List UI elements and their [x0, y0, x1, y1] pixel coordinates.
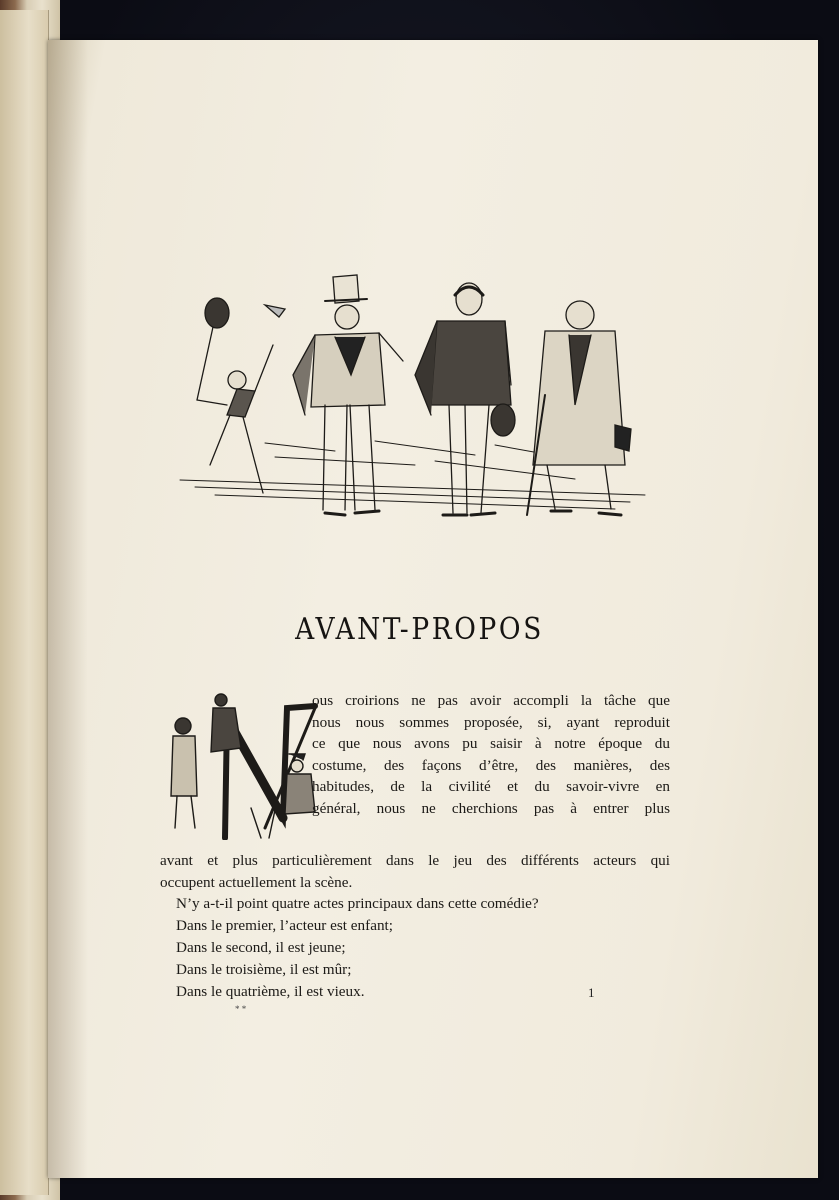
text-line: général, nous ne cherchions pas à entrer plus: [312, 799, 670, 817]
page-gutter-shadow: [48, 40, 88, 1178]
old-man-figure: [527, 301, 631, 515]
page-title: AVANT-PROPOS: [295, 612, 544, 647]
previous-page-edge: [0, 10, 49, 1195]
dialogue-line: Dans le quatrième, il est vieux.: [176, 983, 365, 1000]
text-line: nous nous sommes proposée, si, ayant reproduit: [312, 713, 670, 731]
dropcap-figures: [171, 694, 315, 838]
dialogue-line: Dans le premier, l’acteur est enfant;: [176, 917, 393, 934]
mature-man-figure: [415, 283, 515, 515]
four-ages-engraving: [175, 265, 655, 530]
text-line: occupent actuellement la scène.: [160, 873, 353, 891]
book-page: [48, 40, 818, 1178]
dialogue-line: N’y a-t-il point quatre actes principaux dans cette comédie?: [176, 895, 539, 912]
dialogue-line: Dans le second, il est jeune;: [176, 939, 346, 956]
paragraph-1-tail: [160, 850, 670, 893]
page-number: 1: [588, 985, 595, 1000]
signature-mark: * *: [235, 1004, 247, 1014]
text-line: habitudes, de la civilité et du savoir-vivre en: [312, 778, 670, 795]
child-figure: [197, 298, 285, 493]
text-line: ous croirions ne pas avoir accompli la tâche que: [312, 692, 670, 709]
decorated-dropcap-n: [165, 688, 330, 840]
text-line: ce que nous avons pu saisir à notre époque du: [312, 735, 670, 752]
text-line: costume, des façons d’être, des manières, des: [312, 756, 670, 774]
paragraph-1-opening: [312, 690, 670, 819]
dialogue-line: Dans le troisième, il est mûr;: [176, 961, 352, 978]
young-man-figure: [293, 275, 403, 515]
text-line: avant et plus particulièrement dans le jeu des différents acteurs qui: [160, 852, 670, 869]
